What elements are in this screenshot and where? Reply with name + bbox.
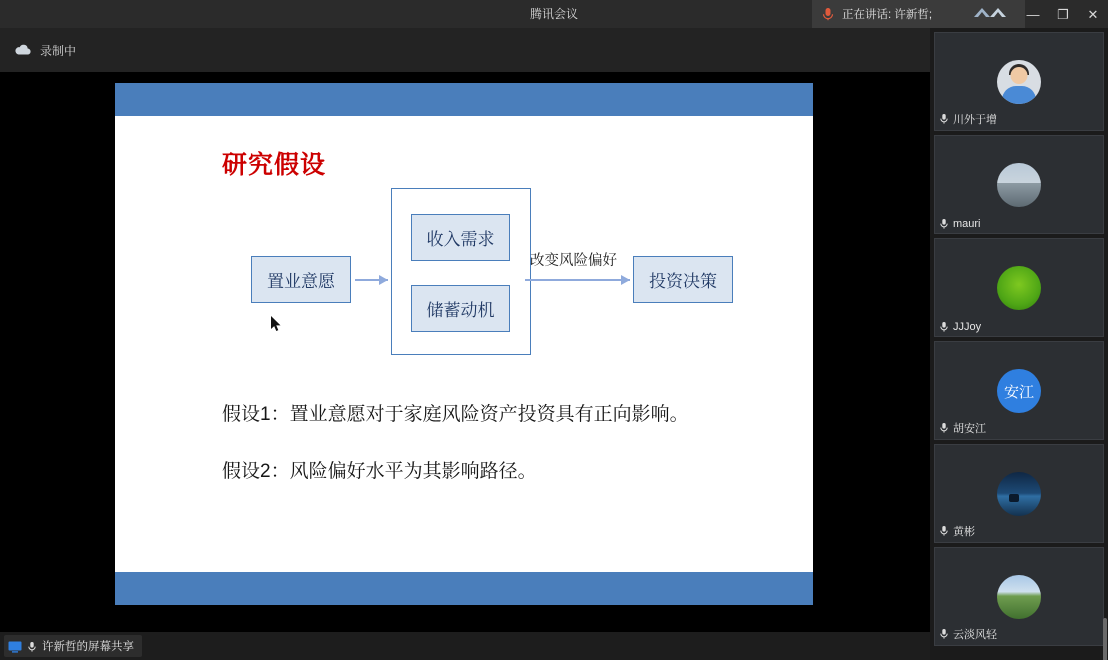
screen-share-icon [8,640,22,652]
microphone-icon [939,218,949,230]
avatar [997,60,1041,104]
slide-title: 研究假设 [222,151,327,179]
avatar [997,575,1041,619]
maximize-button[interactable]: ❐ [1057,6,1069,22]
diagram-arrow-left [355,275,388,285]
microphone-icon [939,628,949,640]
diagram-arrow-right [525,275,630,285]
close-button[interactable]: ✕ [1087,6,1099,22]
participant-rail[interactable] [930,28,1108,660]
participant-name-row [939,218,981,230]
participant-rail-scrollbar[interactable] [1103,618,1107,660]
hypothesis-1: 假设1：置业意愿对于家庭风险资产投资具有正向影响。 [222,404,689,425]
participant-name: mauri [953,218,981,230]
recording-bar [0,28,930,72]
participant-name-row [939,420,986,436]
microphone-icon [939,321,949,333]
avatar [997,266,1041,310]
slide-top-band [115,83,813,116]
participant-name-row [939,321,981,333]
slide-bottom-band [115,572,813,605]
participant-name: 川外于增 [953,114,997,126]
diagram-arrow-label: 改变风险偏好 [530,253,617,269]
participant-tile[interactable] [934,32,1104,131]
participant-name-row [939,626,997,642]
app-title: 腾讯会议 [529,7,578,21]
diagram-node-saving: 储蓄动机 [411,285,510,332]
avatar [997,472,1041,516]
avatar [997,163,1041,207]
participant-tile[interactable] [934,341,1104,440]
participant-tile[interactable] [934,547,1104,646]
participant-tile[interactable] [934,238,1104,337]
recording-label: 录制中 [40,43,77,58]
screen-share-status[interactable] [4,635,142,657]
minimize-button[interactable]: — [1026,6,1040,22]
diagram-node-income: 收入需求 [411,214,510,261]
shared-screen-stage[interactable] [0,72,930,632]
microphone-icon [939,525,949,537]
cloud-record-icon [14,43,32,57]
participant-name: JJJoy [953,321,982,333]
hypothesis-2: 假设2：风险偏好水平为其影响路径。 [222,461,537,482]
participant-name: 黄彬 [953,526,975,538]
participant-tile[interactable] [934,135,1104,234]
participant-name: 云淡风轻 [953,629,997,641]
microphone-speaking-icon [820,6,836,22]
bottom-status-bar [0,632,930,660]
avatar [997,369,1041,413]
microphone-icon [939,422,949,434]
microphone-icon [939,113,949,125]
participant-tile[interactable] [934,444,1104,543]
active-speaker-label: 正在讲话: 许新哲; [842,9,933,21]
tencent-meeting-logo [965,0,1025,28]
diagram-node-intent: 置业意愿 [251,256,351,303]
participant-name-row [939,111,997,127]
mouse-cursor-icon [270,316,282,332]
participant-name-row [939,523,975,539]
screen-share-label: 许新哲的屏幕共享 [42,641,134,653]
presentation-slide [115,83,813,605]
diagram-node-decision: 投资决策 [633,256,733,303]
window-controls[interactable] [1018,0,1108,28]
microphone-icon [27,640,37,652]
window-title-bar [0,0,1108,28]
participant-name: 胡安江 [953,423,986,435]
avatar-initials: 安江 [1003,383,1034,401]
